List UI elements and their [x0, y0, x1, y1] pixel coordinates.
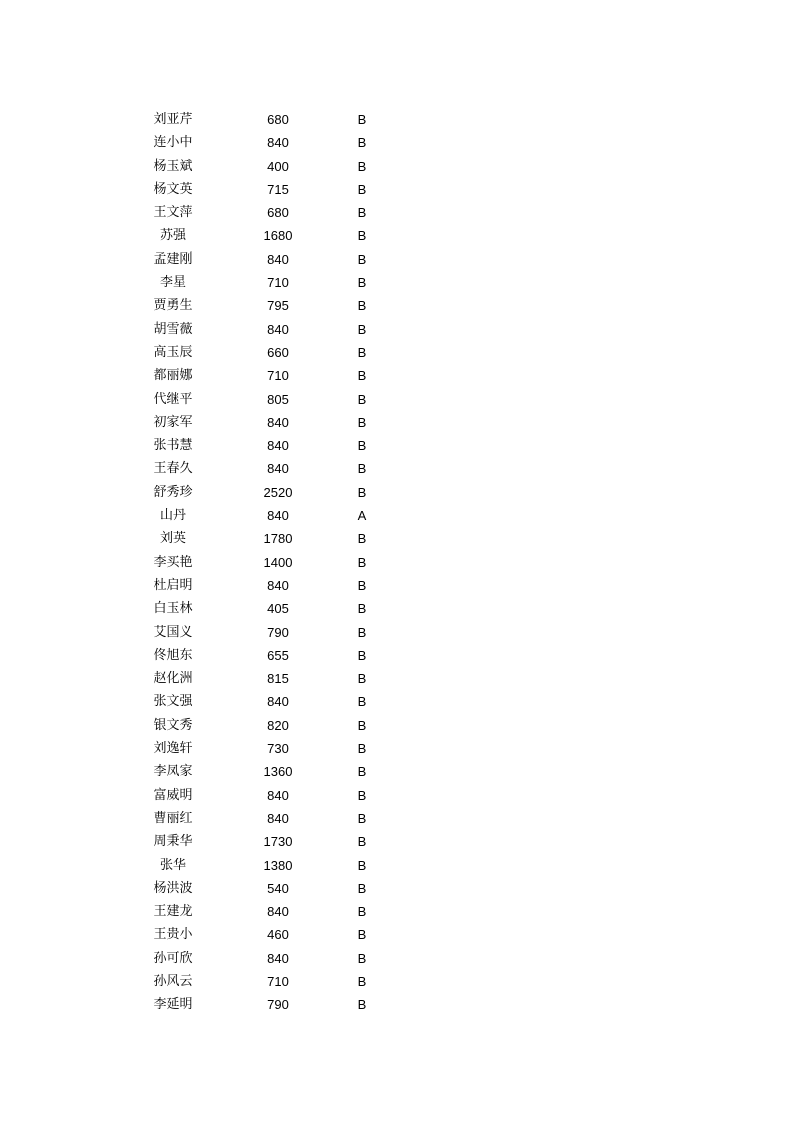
grade-cell: B	[357, 554, 367, 570]
table-row	[0, 178, 793, 201]
amount-cell: 840	[267, 321, 289, 337]
name-cell: 杨文英	[153, 181, 193, 197]
grade-cell: B	[357, 577, 367, 593]
name-cell: 白玉林	[153, 601, 193, 617]
amount-cell: 655	[267, 647, 289, 663]
grade-cell: B	[357, 531, 367, 547]
grade-cell: B	[357, 950, 367, 966]
amount-cell: 840	[267, 904, 289, 920]
name-cell: 张书慧	[153, 438, 193, 454]
name-cell: 佟旭东	[153, 647, 193, 663]
amount-cell: 1680	[263, 228, 293, 244]
table-row	[0, 248, 793, 271]
table-row	[0, 574, 793, 597]
grade-cell: B	[357, 298, 367, 314]
grade-cell: B	[357, 321, 367, 337]
table-row	[0, 271, 793, 294]
name-cell: 孙风云	[153, 973, 193, 989]
amount-cell: 1400	[263, 554, 293, 570]
name-cell: 杜启明	[153, 577, 193, 593]
table-row	[0, 714, 793, 737]
grade-cell: B	[357, 228, 367, 244]
grade-cell: B	[357, 904, 367, 920]
amount-cell: 795	[267, 298, 289, 314]
name-cell: 周秉华	[153, 834, 193, 850]
name-cell: 艾国义	[153, 624, 193, 640]
table-row	[0, 737, 793, 760]
name-cell: 孙可欣	[153, 950, 193, 966]
grade-cell: B	[357, 927, 367, 943]
name-cell: 杨玉斌	[153, 158, 193, 174]
name-cell: 都丽娜	[153, 368, 193, 384]
table-row	[0, 108, 793, 131]
grade-cell: B	[357, 251, 367, 267]
amount-cell: 840	[267, 438, 289, 454]
amount-cell: 840	[267, 414, 289, 430]
name-cell: 李买艳	[153, 554, 193, 570]
grade-cell: B	[357, 647, 367, 663]
amount-cell: 1380	[263, 857, 293, 873]
amount-cell: 840	[267, 461, 289, 477]
table-row	[0, 201, 793, 224]
name-cell: 杨洪波	[153, 880, 193, 896]
table-row	[0, 690, 793, 713]
table-row	[0, 318, 793, 341]
amount-cell: 840	[267, 577, 289, 593]
grade-cell: B	[357, 344, 367, 360]
grade-cell: B	[357, 484, 367, 500]
grade-cell: A	[357, 508, 367, 524]
grade-cell: B	[357, 787, 367, 803]
name-cell: 赵化洲	[153, 671, 193, 687]
amount-cell: 715	[267, 181, 289, 197]
table-row	[0, 411, 793, 434]
grade-cell: B	[357, 275, 367, 291]
amount-cell: 805	[267, 391, 289, 407]
grade-cell: B	[357, 158, 367, 174]
table-row	[0, 481, 793, 504]
amount-cell: 660	[267, 344, 289, 360]
grade-cell: B	[357, 391, 367, 407]
name-cell: 刘亚芹	[153, 112, 193, 127]
name-cell: 连小中	[153, 135, 193, 151]
grade-cell: B	[357, 624, 367, 640]
name-cell: 王贵小	[153, 927, 193, 943]
table-row	[0, 970, 793, 993]
grade-cell: B	[357, 973, 367, 989]
grade-cell: B	[357, 717, 367, 733]
table-row	[0, 667, 793, 690]
name-cell: 贾勇生	[153, 298, 193, 314]
grade-cell: B	[357, 438, 367, 454]
table-row	[0, 760, 793, 783]
grade-cell: B	[357, 181, 367, 197]
table-row	[0, 784, 793, 807]
grade-cell: B	[357, 135, 367, 151]
grade-cell: B	[357, 112, 367, 127]
grade-cell: B	[357, 764, 367, 780]
table-row	[0, 923, 793, 946]
grade-cell: B	[357, 461, 367, 477]
table-row	[0, 597, 793, 620]
name-cell: 初家军	[153, 414, 193, 430]
amount-cell: 1780	[263, 531, 293, 547]
name-cell: 曹丽红	[153, 810, 193, 826]
table-row	[0, 900, 793, 923]
grade-cell: B	[357, 741, 367, 757]
amount-cell: 540	[267, 880, 289, 896]
amount-cell: 710	[267, 368, 289, 384]
amount-cell: 1360	[263, 764, 293, 780]
amount-cell: 840	[267, 950, 289, 966]
amount-cell: 840	[267, 787, 289, 803]
name-cell: 张文强	[153, 694, 193, 710]
table-row	[0, 131, 793, 154]
name-cell: 李星	[159, 275, 186, 291]
table-row	[0, 854, 793, 877]
amount-cell: 460	[267, 927, 289, 943]
amount-cell: 405	[267, 601, 289, 617]
table-row	[0, 830, 793, 853]
name-cell: 孟建刚	[153, 251, 193, 267]
table-row	[0, 621, 793, 644]
name-cell: 刘英	[159, 531, 186, 547]
name-cell: 舒秀珍	[153, 484, 193, 500]
table-row	[0, 434, 793, 457]
amount-cell: 820	[267, 717, 289, 733]
grade-cell: B	[357, 834, 367, 850]
table-row	[0, 388, 793, 411]
name-cell: 银文秀	[153, 717, 193, 733]
table-row	[0, 947, 793, 970]
name-cell: 刘逸轩	[153, 741, 193, 757]
grade-cell: B	[357, 205, 367, 221]
amount-cell: 730	[267, 741, 289, 757]
table-row	[0, 155, 793, 178]
name-cell: 王建龙	[153, 904, 193, 920]
amount-cell: 680	[267, 112, 289, 127]
table-row	[0, 224, 793, 247]
name-cell: 高玉辰	[153, 344, 193, 360]
amount-cell: 840	[267, 251, 289, 267]
name-cell: 山丹	[159, 508, 186, 524]
table-row	[0, 993, 793, 1016]
grade-cell: B	[357, 671, 367, 687]
amount-cell: 710	[267, 973, 289, 989]
amount-cell: 840	[267, 508, 289, 524]
grade-cell: B	[357, 857, 367, 873]
table-row	[0, 644, 793, 667]
amount-cell: 840	[267, 694, 289, 710]
name-cell: 李凤家	[153, 764, 193, 780]
records-table	[0, 108, 793, 1017]
amount-cell: 680	[267, 205, 289, 221]
name-cell: 王春久	[153, 461, 193, 477]
name-cell: 苏强	[159, 228, 186, 244]
table-row	[0, 527, 793, 550]
grade-cell: B	[357, 810, 367, 826]
name-cell: 富威明	[153, 787, 193, 803]
name-cell: 王文萍	[153, 205, 193, 221]
amount-cell: 2520	[263, 484, 293, 500]
name-cell: 张华	[159, 857, 186, 873]
table-row	[0, 364, 793, 387]
amount-cell: 815	[267, 671, 289, 687]
amount-cell: 790	[267, 624, 289, 640]
table-row	[0, 877, 793, 900]
grade-cell: B	[357, 997, 367, 1013]
grade-cell: B	[357, 694, 367, 710]
amount-cell: 790	[267, 997, 289, 1013]
amount-cell: 400	[267, 158, 289, 174]
table-row	[0, 504, 793, 527]
grade-cell: B	[357, 880, 367, 896]
amount-cell: 1730	[263, 834, 293, 850]
table-row	[0, 551, 793, 574]
table-row	[0, 341, 793, 364]
grade-cell: B	[357, 601, 367, 617]
name-cell: 胡雪薇	[153, 321, 193, 337]
grade-cell: B	[357, 368, 367, 384]
amount-cell: 840	[267, 135, 289, 151]
amount-cell: 710	[267, 275, 289, 291]
name-cell: 李延明	[153, 997, 193, 1013]
name-cell: 代继平	[153, 391, 193, 407]
amount-cell: 840	[267, 810, 289, 826]
table-row	[0, 457, 793, 480]
grade-cell: B	[357, 414, 367, 430]
table-row	[0, 294, 793, 317]
table-row	[0, 807, 793, 830]
